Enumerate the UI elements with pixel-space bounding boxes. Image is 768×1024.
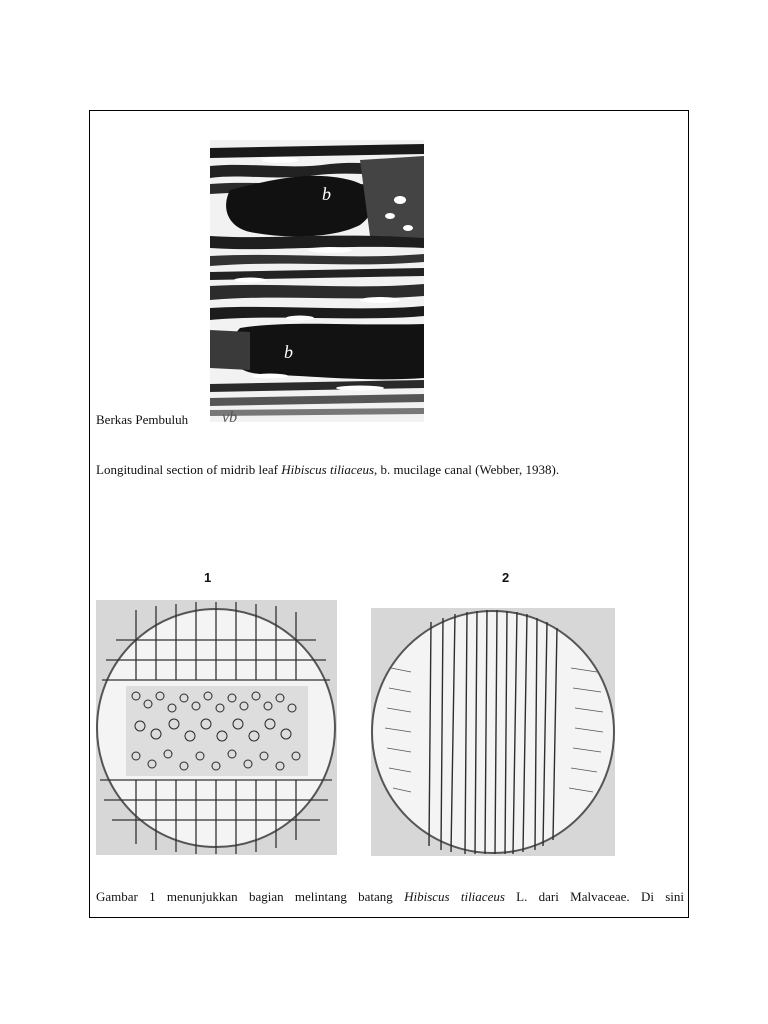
vascular-bundle-mark: vb (222, 409, 238, 422)
caption-species: Hibiscus tiliaceus (281, 462, 375, 477)
cross-section-micrograph (96, 600, 337, 855)
caption-suffix: , b. mucilage canal (Webber, 1938). (374, 462, 560, 477)
longitudinal-fiber-micrograph (371, 608, 615, 856)
vascular-bundle-label: Berkas Pembuluh (96, 412, 189, 427)
plate-number-left: 1 (204, 570, 212, 585)
paragraph-species: Hibiscus tiliaceus (404, 889, 505, 904)
figure-caption (96, 462, 559, 478)
paragraph-prefix: Gambar 1 menunjukkan bagian melintang batang (96, 889, 405, 904)
plate-number-right: 2 (502, 570, 510, 585)
mucilage-label-lower: b (284, 342, 293, 362)
longitudinal-section-micrograph (210, 140, 424, 422)
body-paragraph (96, 889, 684, 905)
mucilage-label-upper: b (322, 184, 331, 204)
paragraph-suffix: L. dari Malvaceae. Di sini (504, 889, 684, 904)
caption-prefix: Longitudinal section of midrib leaf (96, 462, 282, 477)
